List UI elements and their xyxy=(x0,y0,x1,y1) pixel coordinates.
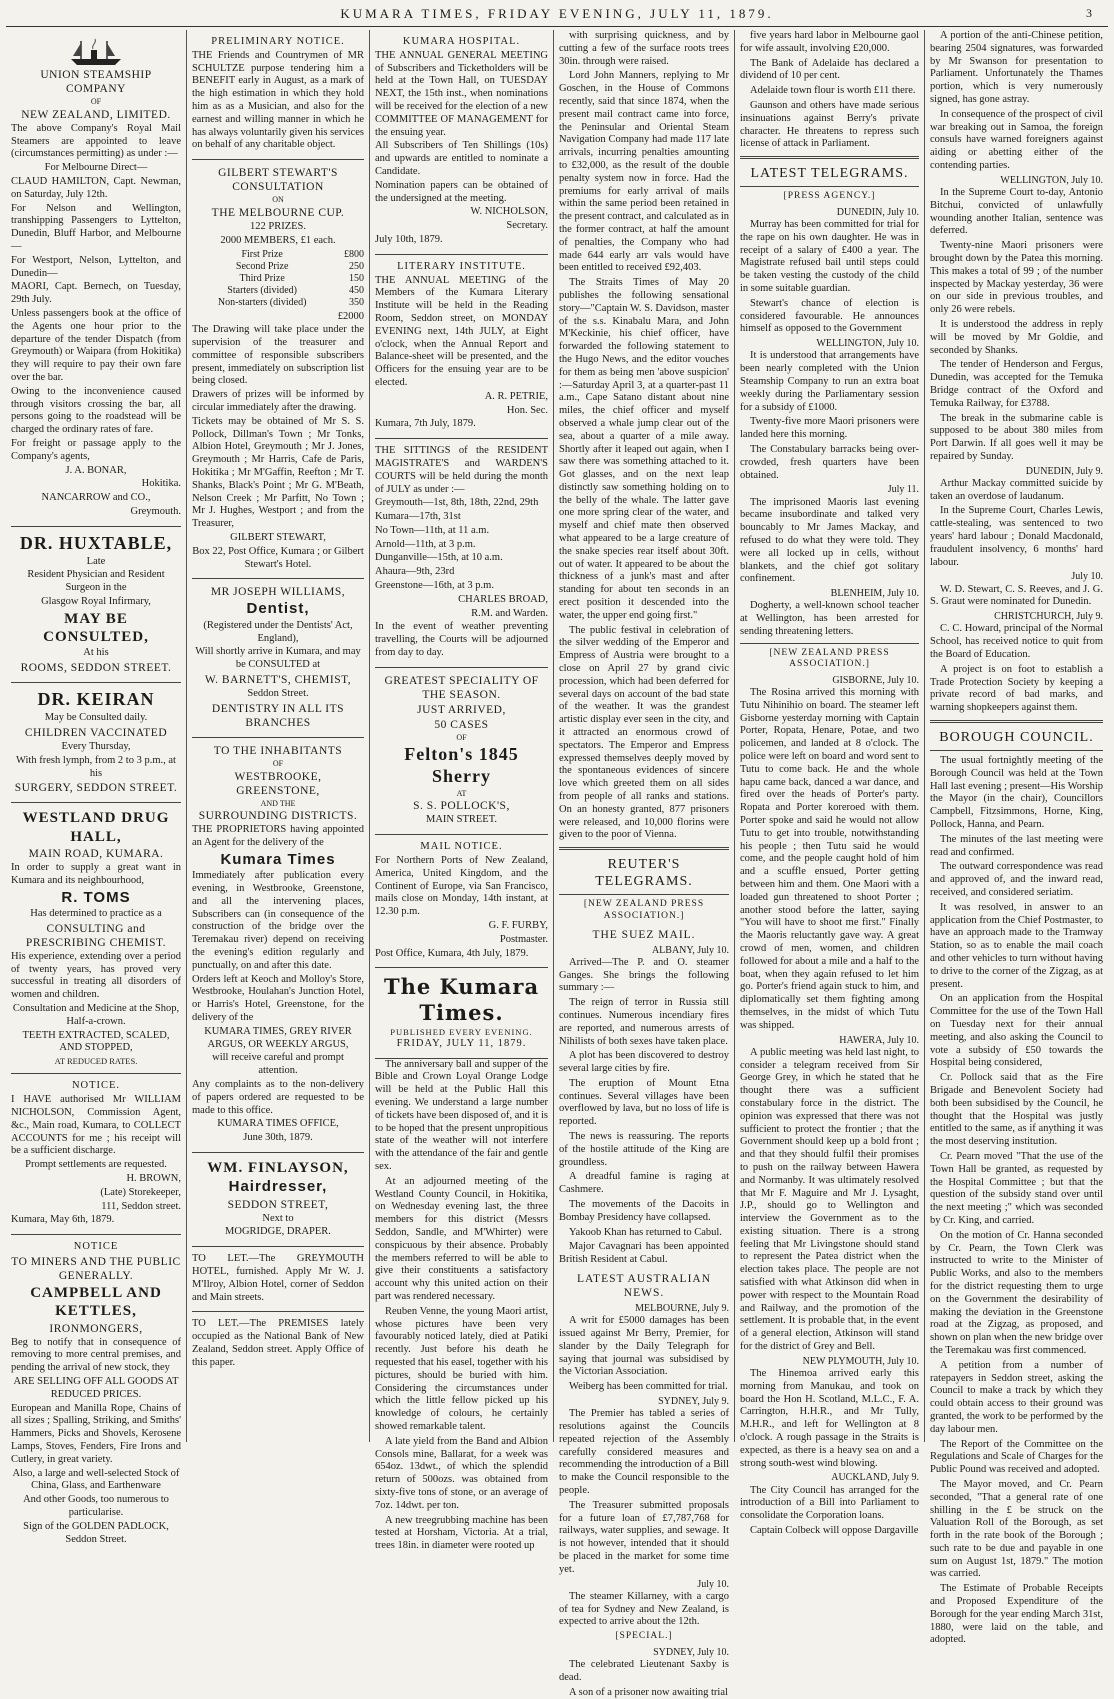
article-paragraph: Captain Colbeck will oppose Dargaville xyxy=(750,1525,919,1536)
ad-text: The above Company's Royal Mail Steamers are appointed to leave (circumstances permitting) as under :— xyxy=(11,122,181,160)
dateline: SYDNEY, July 10. xyxy=(653,1646,729,1658)
ad-text: ARE SELLING OFF ALL GOODS AT REDUCED PRICES. xyxy=(13,1376,179,1400)
prize-label: Starters (divided) xyxy=(227,285,297,297)
prize-label: Third Prize xyxy=(239,272,285,284)
suez-mail-article xyxy=(559,945,729,1268)
article-paragraph: Lord John Manners, replying to Mr Goschen, in the House of Commons recently, said that since 1874, when the present mail contract came into force, the Peninsular and Oriental Steam Navigation Company had made 117 late arrivals, incurring penalties amounting to £32,000, as the result of the double penalty system now in force. Had the premiums for early arrival of mails within the same period been retained in the present contract, and calculated as in the former contract, at half the amount of penalties, the Company who had made 644 early arr vals would have been entitled to received £92,403. xyxy=(559,70,729,274)
ad-title: MR JOSEPH WILLIAMS, xyxy=(210,586,346,599)
article-paragraph: The Bank of Adelaide has declared a dividend of 10 per cent. xyxy=(740,57,919,82)
ad-title: LITERARY INSTITUTE. xyxy=(397,260,526,272)
article-paragraph: The Premier has tabled a series of resolutions against the Councils repeated rejection of the Assembly carefully considered measures and recommending the introduction of a Bill to make the Council responsible to the people. xyxy=(559,1408,729,1497)
article-paragraph: Arrived—The P. and O. steamer Ganges. She brings the following summary :— xyxy=(559,956,729,994)
prize-amount: 450 xyxy=(349,285,364,297)
ad-text: June 30th, 1879. xyxy=(243,1132,313,1144)
ad-text: Next to xyxy=(262,1212,294,1224)
ad-text: TO MINERS AND THE PUBLIC GENERALLY. xyxy=(11,1256,181,1283)
ad-text: CONSULTING and PRESCRIBING CHEMIST. xyxy=(25,922,167,949)
dateline: WELLINGTON, July 10. xyxy=(1000,174,1103,186)
telegrams-continued xyxy=(930,30,1103,715)
ad-text: PUBLISHED EVERY EVENING. xyxy=(390,1026,533,1037)
hospital-notice xyxy=(375,30,548,255)
ad-text: Hon. Sec. xyxy=(506,404,548,416)
article-paragraph: The minutes of the last meeting were read and confirmed. xyxy=(930,833,1103,858)
ad-text: JUST ARRIVED, xyxy=(417,703,506,716)
section-divider xyxy=(930,720,1103,723)
article-paragraph: The celebrated Lieutenant Saxby is dead. xyxy=(559,1658,729,1683)
ad-text: Greymouth—1st, 8th, 18th, 22nd, 29th xyxy=(375,497,539,509)
ad-text: W. NICHOLSON, xyxy=(470,206,548,218)
prize-amount: 350 xyxy=(349,297,364,309)
ad-text: European and Manilla Rope, Chains of all sizes ; Spalling, Striking, and Smiths' Hammers, Picks and Shovels, Kerosene Lamps, Stoves, Fenders, Fire Irons and Cutlery, in great variety. xyxy=(11,1402,181,1465)
article-paragraph: Dogherty, a well-known school teacher at Wellington, has been arrested for sending threatening letters. xyxy=(740,600,919,637)
ad-text: Kumara—17th, 31st xyxy=(375,511,461,523)
dateline: July 10. xyxy=(1071,571,1103,583)
dateline: WELLINGTON, July 10. xyxy=(816,338,919,350)
ad-text: Hairdresser, xyxy=(228,1178,328,1196)
ad-title: NOTICE xyxy=(73,1241,119,1253)
ad-text: (Registered under the Dentists' Act, England), xyxy=(203,619,353,644)
ad-text: Postmaster. xyxy=(499,933,548,945)
ad-text: MAORI, Capt. Bernech, on Tuesday, 29th July. xyxy=(11,281,181,306)
section-divider xyxy=(559,894,729,895)
article-paragraph: The imprisoned Maoris last evening became insubordinate and talked very bouncably to Mr James Mackay, and refused to do what they were told. They were all locked up in cells, without blankets, and the chief got solitary confinement. xyxy=(740,496,919,585)
article-paragraph: A petition from a number of ratepayers in Seddon street, asking the Council to make a track by which they could obtain access to their ground was granted, the work to be performed by the day labour men. xyxy=(930,1359,1103,1435)
australian-news-article xyxy=(559,1303,729,1699)
mail-notice xyxy=(375,835,548,968)
ad-text: Secretary. xyxy=(506,220,548,232)
prize-label: Second Prize xyxy=(235,260,289,272)
ad-text: AT xyxy=(456,788,467,798)
ad-text: No Town—11th, at 11 a.m. xyxy=(375,524,490,536)
dateline: ALBANY, July 10. xyxy=(651,944,729,956)
dateline: DUNEDIN, July 10. xyxy=(836,206,919,218)
ad-text: TO LET.—The GREYMOUTH HOTEL, furnished. Apply Mr W. J. M'Ilroy, Albion Hotel, corner of Seddon and Main streets. xyxy=(192,1253,364,1303)
ad-text: Dunganville—15th, at 10 a.m. xyxy=(375,552,503,564)
ad-text: SEDDON STREET, xyxy=(227,1198,329,1211)
ad-text: In the event of weather preventing travelling, the Courts will be adjourned from day to day. xyxy=(375,621,548,659)
paper-masthead xyxy=(375,968,548,1058)
to-let-ad xyxy=(192,1247,364,1312)
ad-text: will receive careful and prompt attention. xyxy=(212,1052,344,1077)
ad-text: AND THE xyxy=(260,798,296,808)
article-paragraph: The tender of Henderson and Fergus, Dunedin, was accepted for the Temuka Bridge contract of the Oxford and Temuka Railway, for £3788. xyxy=(930,359,1103,409)
ad-text: Late xyxy=(86,555,106,567)
article-paragraph: W. D. Stewart, C. S. Reeves, and J. G. S. Graut were nominated for Dunedin. xyxy=(930,583,1103,608)
ad-text: Orders left at Keoch and Molloy's Store, Westbrooke, Houlahan's Junction Hotel, or Harris's Hotel, Greenstone, for the delivery of the xyxy=(192,973,364,1023)
article-paragraph: Reuben Venne, the young Maori artist, whose pictures have been very favourably noticed lately, died at Patiki recently. Just before his death he requested that his easel, together with his pictures, should be buried with him. Considering the circumstances under which the little fellow picked up his knowledge of colours, he certainly showed remarkable talent. xyxy=(375,1305,548,1432)
ad-text: AT REDUCED RATES. xyxy=(54,1056,138,1067)
ad-text: Hokitika. xyxy=(141,478,181,490)
huxtable-ad xyxy=(11,527,181,684)
article-paragraph: Murray has been committed for trial for the rape on his own daughter. He was in receipt of a salary of £400 a year. The Magistrate refused bail until steps could be taken vesting the custody of the child in some suitable guardian. xyxy=(740,219,919,294)
ad-text: THE ANNUAL GENERAL MEETING of Subscribers and Ticketholders will be held at the Town Hall, on TUESDAY NEXT, the 15th inst., when nominations will be received for the election of a new COMMITTEE OF MANAGEMENT for the ensuing year. xyxy=(375,49,548,138)
ad-text: Every Thursday, xyxy=(61,741,131,753)
ad-text: Drawers of prizes will be informed by circular immediately after the drawing. xyxy=(192,389,364,414)
ad-text: Post Office, Kumara, 4th July, 1879. xyxy=(375,947,529,959)
ad-text: Will shortly arrive in Kumara, and may be CONSULTED at xyxy=(195,646,361,671)
ad-text: 111, Seddon street. xyxy=(101,1200,181,1212)
section-heading: REUTER'S TELEGRAMS. xyxy=(595,857,693,890)
ad-text: Seddon Street. xyxy=(247,687,309,699)
dateline: HAWERA, July 10. xyxy=(839,1034,919,1046)
section-heading: BOROUGH COUNCIL. xyxy=(939,730,1094,745)
article-paragraph: The Straits Times of May 20 publishes the following sensational story—"Captain W. S. Davidson, master of the s.s. Kinabalu Mara, and John M'Keckinie, his chief officer, have forwarded the following statement to the Hugo News, and the editor vouches for them as being men 'above suspicion' :—Saturday April 3, at a quarter-past 11 a.m., Cape Satano distant about nine miles, the chief officer and myself observed a whale jump clear out of the sea, about a quarter of a mile away. Shortly after it leaped out again, when I saw there was something attached to it. Got glasses, and on the next leap distinctly saw something holding on to the belly of the whale. The latter gave one more spring clear of the water, and myself and chief mate then observed what appeared to be a large creature of the snake species rear itself about 30ft. out of water. It appeared to be about the thickness of a junk's mast and after standing for about ten seconds in an erect position it descended into the water, the upper end going first." xyxy=(559,277,729,621)
ad-text: Glasgow Royal Infirmary, xyxy=(41,596,151,608)
ad-text: KUMARA TIMES OFFICE, xyxy=(217,1118,339,1130)
ad-text: 122 PRIZES. xyxy=(249,220,306,232)
ad-text: All Subscribers of Ten Shillings (10s) and upwards are entitled to nominate a Candidate. xyxy=(375,140,548,177)
ad-text: SURROUNDING DISTRICTS. xyxy=(198,810,358,823)
ad-text: KUMARA TIMES, GREY RIVER ARGUS, OR WEEKLY ARGUS, xyxy=(204,1025,352,1050)
article-paragraph: The Rosina arrived this morning with Tutu Nihinihio on board. The steamer left Gisborne yesterday morning with Captain Porter, Ropata, Henare, Potae, and two policemen, and landed at 8 o'clock. The police were left on board and word sent to Tutu to come back. He and the whole hapu came back, danced a war dance, and fired over the heads of Porter's party. Ropata and Porter koreroed with them. Porter spoke and said he would not allow Tutu to get into trouble, notwithstanding his people ; then Tutu said he would come, and the people caught hold of him and a scuffle ensued, Porter getting between him and them. One Maori with a loaded gun threatened to shoot Porter ; another stood before the latter, saying "You will have to shoot me first." Finally the Maoris reluctantly gave way. A great crowd of men, women, and children followed for about a mile and a half to the boat, when they again refused to let him go. Porter's friend again stuck to him, and diplomatically set them fighting among themselves, in the midst of which Tutu was shipped. xyxy=(740,687,919,1031)
ad-text: TEETH EXTRACTED, SCALED, AND STOPPED, xyxy=(22,1029,170,1054)
dateline: MELBOURNE, July 9. xyxy=(635,1303,729,1315)
article-paragraph: The anniversary ball and supper of the Bible and Crown Loyal Orange Lodge will be held at the Public Hall this evening. We understand a large number of tickets have been disposed of, and it is to be hoped that the present unpropitious state of the weather will not interfere with the attendance of the fair and gentle sex. xyxy=(375,1058,548,1173)
ad-text: R.M. and Warden. xyxy=(471,607,548,619)
ad-text: S. S. POLLOCK'S, xyxy=(413,800,510,813)
ad-text: 50 CASES xyxy=(434,718,489,731)
article-paragraph: In consequence of the prospect of civil war breaking out in Samoa, the foreign consuls have warned foreigners against aiding or abetting either of the contending parties. xyxy=(930,108,1103,171)
section-heading: THE SUEZ MAIL. xyxy=(592,928,696,941)
paper-title: The Kumara Times. xyxy=(383,974,540,1025)
ad-text: For Northern Ports of New Zealand, America, United Kingdom, and the Continent of Europe, via San Francisco, mails close on Monday, 14th instant, at 12.30 p.m. xyxy=(375,854,548,918)
ad-text: CLAUD HAMILTON, Capt. Newman, on Saturday, July 12th. xyxy=(11,175,181,200)
masthead: KUMARA TIMES, FRIDAY EVENING, JULY 11, 1879. xyxy=(340,6,774,21)
article-paragraph: The Treasurer submitted proposals for a future loan of £7,787,768 for railways, water supplies, and sewage. It is not however, intended that it should be placed in the market for some time yet. xyxy=(559,1499,729,1575)
article-paragraph: The Mayor moved, and Cr. Pearn seconded, "That a general rate of one shilling in the £ be struck on the Valuation Roll of the Borough, as set forth in the rate book of the Borough ; such rate to be due and payable in one sum on August 1st, 1879." The motion was carried. xyxy=(930,1478,1103,1580)
ad-text: Dentist, xyxy=(246,600,310,618)
ad-text: 2000 MEMBERS, £1 each. xyxy=(220,234,336,246)
ad-text: Consultation and Medicine at the Shop, Half-a-crown. xyxy=(12,1002,180,1027)
ad-text: G. F. FURBY, xyxy=(488,919,548,931)
ad-text: And other Goods, too numerous to particularise. xyxy=(23,1494,169,1519)
dateline: NEW PLYMOUTH, July 10. xyxy=(802,1355,919,1367)
ad-text: For Melbourne Direct— xyxy=(44,162,148,174)
ad-text: Ahaura—9th, 23rd xyxy=(375,566,455,578)
dateline: GISBORNE, July 10. xyxy=(832,674,919,686)
ad-text: ROOMS, SEDDON STREET. xyxy=(20,662,172,675)
section-subheading: [PRESS AGENCY.] xyxy=(783,191,876,202)
ad-title: GILBERT STEWART'S CONSULTATION xyxy=(218,167,338,194)
ad-text: Any complaints as to the non-delivery of papers ordered are requested to be made to this office. xyxy=(192,1078,364,1116)
article-paragraph: A late yield from the Band and Albion Consols mine, Ballarat, for a week was 654oz. 13dwt., of which the splendid return of 500ozs. was obtained from sixty-five tons of stone, or an average of 7oz. 14dwt. per ton. xyxy=(375,1435,548,1511)
ad-text: Immediately after publication every evening, in Westbrooke, Greenstone, and all the intervening places, Subscribers can (in consequence of the construction of the bridge over the Teremakau river) depend on receiving the evening's edition regularly and punctually, on and after this date. xyxy=(192,870,364,971)
ad-text: A. R. PETRIE, xyxy=(484,390,548,402)
dateline: DUNEDIN, July 9. xyxy=(1025,465,1103,477)
article-paragraph: The outward correspondence was read and approved of, and the inward read, received, and considered seriatim. xyxy=(930,861,1103,899)
ad-text: THE Friends and Countrymen of MR SCHULTZE purpose tendering him a BENEFIT early in August, as a mark of the high estimation in which they hold him as as a Musician, and also for the earnest and willing manner in which he has always voluntarily given his services on behalf of any charitable object. xyxy=(192,49,364,151)
ad-text: IRONMONGERS, xyxy=(49,1322,143,1335)
prize-row xyxy=(192,261,364,273)
ad-text: OF xyxy=(272,758,284,768)
column-6 xyxy=(925,30,1108,1646)
section-subheading: [NEW ZEALAND PRESS ASSOCIATION.] xyxy=(769,647,890,670)
article-paragraph: The movements of the Dacoits in Bombay Presidency have collapsed. xyxy=(559,1199,729,1223)
ad-text: For Westport, Nelson, Lyttelton, and Dunedin— xyxy=(11,254,181,279)
news-continued xyxy=(740,30,919,151)
ad-text: July 10th, 1879. xyxy=(375,233,443,245)
editorial-column xyxy=(375,1059,548,1553)
column-2 xyxy=(187,30,370,1442)
article-paragraph: A writ for £5000 damages has been issued against Mr Berry, Premier, for slander by the Daily Telegraph for saying that journal was subsidised by the Victorian Association. xyxy=(559,1315,729,1378)
article-paragraph: On an application from the Hospital Committee for the use of the Town Hall on Tuesday next for their annual meeting, and also asking the Council to vote a subsidy of £50 towards the Hospital being considered, xyxy=(930,993,1103,1069)
article-paragraph: The reign of terror in Russia still continues. Numerous incendiary fires are reported, and numerous arrests of Nihilists of both sexes have taken place. xyxy=(559,997,729,1047)
dateline: July 11. xyxy=(887,484,919,496)
page-number: 3 xyxy=(1086,6,1092,20)
joseph-williams-ad xyxy=(192,579,364,737)
article-paragraph: It is understood the address in reply will be moved by Mr Goldie, and seconded by Shanks. xyxy=(930,318,1103,356)
dateline: SYDNEY, July 9. xyxy=(658,1396,729,1408)
prize-total: £2000 xyxy=(337,310,364,322)
article-paragraph: A plot has been discovered to destroy several large cities by fire. xyxy=(559,1050,729,1075)
article-paragraph: The public festival in celebration of the silver wedding of the Emperor and Empress of Austria were brought to a close on April 27 by grand civic procession, which had been deferred for several days on account of the bad state of the weather. It was the grandest artistic display ever seen in the city, and it attracted an enormous crowd of spectators. The Emperor and Empress expressed themselves deeply moved by the spontaneous evidences of sincere love which greeted them on all sides from people of all ranks and stations. On an honesty granted, 877 prisoners were released, and 10,000 florins were given to the poor of Vienna. xyxy=(559,624,729,841)
article-paragraph: Cr. Pearn moved "That the use of the Town Hall be granted, as requested by the Hospital Committee ; but that the question of the subsidy stand over until the next meeting ;" which was seconded by Cr. King, and carried. xyxy=(930,1150,1103,1226)
article-paragraph: The break in the submarine cable is supposed to be about 380 miles from Port Darwin. If all goes well it may be repaired by Sunday. xyxy=(930,412,1103,462)
ad-text: Box 22, Post Office, Kumara ; or Gilbert Stewart's Hotel. xyxy=(192,545,364,570)
article-paragraph: A son of a prisoner now awaiting trial xyxy=(569,1686,728,1698)
ad-text: WESTBROOKE, GREENSTONE, xyxy=(234,770,322,797)
ad-text: For Nelson and Wellington, transhipping Passengers to Lyttelton, Dunedin, Bluff Harbor, and Melbourne— xyxy=(11,202,181,252)
prize-row xyxy=(192,297,364,309)
column-5 xyxy=(735,30,925,1536)
article-paragraph: Yakoob Khan has returned to Cabul. xyxy=(569,1226,722,1238)
column-4 xyxy=(554,30,735,1698)
article-paragraph: The Hinemoa arrived early this morning from Manukau, and took on board the Hon H. Scotland, M.L.C., F. A. Carrington, H.H.R., and Mr Tully, M.H.R., and left for Wellington at 8 o'clock. A rough passage in the Straits is expected, as there is a heavy sea on and a strong south-west wind blowing. xyxy=(740,1368,919,1469)
dateline: CHRISTCHURCH, July 9. xyxy=(994,611,1103,623)
dateline: AUCKLAND, July 9. xyxy=(831,1472,919,1484)
section-divider xyxy=(930,750,1103,751)
ad-text: The Drawing will take place under the supervision of the treasurer and committee of responsible subscribers present, immediately on subscription list being closed. xyxy=(192,324,364,387)
ad-text: MAIN ROAD, KUMARA. xyxy=(28,848,164,861)
ad-subtitle: NEW ZEALAND, LIMITED. xyxy=(21,108,171,121)
ad-text: His experience, extending over a period of twenty years, has proved very successful in treating all disorders of women and children. xyxy=(11,950,181,1001)
article-paragraph: It is understood that arrangements have been nearly completed with the Union Steamship Company to run an extra boat weekly during the Parliamentary session for a subsidy of £1000. xyxy=(740,350,919,413)
prize-amount: 250 xyxy=(349,260,364,272)
ad-title: MAIL NOTICE. xyxy=(420,841,503,853)
article-paragraph: The Report of the Committee on the Regulations and Scale of Charges for the Public Pound was received and adopted. xyxy=(930,1438,1103,1476)
gilbert-stewart-ad xyxy=(192,160,364,579)
ad-text: MAIN STREET. xyxy=(426,814,497,826)
dateline: BLENHEIM, July 10. xyxy=(830,588,919,600)
article-paragraph: A dreadful famine is raging at Cashmere. xyxy=(559,1171,729,1196)
ad-text: R. TOMS xyxy=(61,888,131,906)
ad-text: THE MELBOURNE CUP. xyxy=(211,206,345,219)
article-paragraph: A project is on foot to establish a Trade Protection Society by keeping a private record of bad marks, and warning shopkeepers against them. xyxy=(930,663,1103,714)
prize-table xyxy=(192,249,364,310)
article-paragraph: At an adjourned meeting of the Westland County Council, in Hokitika, on Wednesday evening last, the three members for this district (Messrs Seddon, Sandle, and M'Whirter) were conspicuous by their absence. Probably the members referred to will be able to give their constituents a satisfactory account why this united action on their part was rendered necessary. xyxy=(375,1175,548,1303)
brown-notice xyxy=(11,1074,181,1235)
ad-text: GILBERT STEWART, xyxy=(230,532,326,544)
ad-text: Prompt settlements are requested. xyxy=(25,1159,167,1171)
ad-text: THE PROPRIETORS having appointed an Agent for the delivery of the xyxy=(192,824,364,849)
top-rule xyxy=(6,26,1108,27)
preliminary-notice xyxy=(192,30,364,160)
article-paragraph: A new treegrubbing machine has been tested at Horsham, Victoria. At a trial, trees 18in. in diameter were rooted up xyxy=(375,1514,548,1552)
article-paragraph: Twenty-five more Maori prisoners were landed here this morning. xyxy=(740,416,919,441)
article-paragraph: Arthur Mackay committed suicide by taken an overdose of laudanum. xyxy=(930,477,1103,502)
court-sittings-notice xyxy=(375,439,548,668)
ad-text: DENTISTRY IN ALL ITS BRANCHES xyxy=(211,702,345,729)
literary-institute-notice xyxy=(375,255,548,439)
article-paragraph: The Estimate of Probable Receipts and Proposed Expenditure of the Borough for the year ending March 31st, 1880, were laid on the table, and adopted. xyxy=(930,1583,1103,1646)
ad-text: OF xyxy=(90,97,102,107)
ad-text: THE SITTINGS of the RESIDENT MAGISTRATE'S and WARDEN'S COURTS will be held during the month of JULY as under :— xyxy=(375,445,548,495)
ad-text: (Late) Storekeeper, xyxy=(100,1186,181,1198)
section-divider xyxy=(559,847,729,850)
ad-text: W. BARNETT'S, CHEMIST, xyxy=(204,673,352,686)
campbell-kettles-ad xyxy=(11,1235,181,1553)
article-paragraph: In the Supreme Court to-day, Antonio Bitchui, convicted of unlawfully wounding another Italian, sentence was deferred. xyxy=(930,186,1103,237)
section-divider xyxy=(740,643,919,644)
ad-text: H. BROWN, xyxy=(126,1173,181,1185)
section-subheading: [SPECIAL.] xyxy=(615,1631,673,1642)
prize-label: First Prize xyxy=(241,248,283,260)
ad-text: In order to supply a great want in Kumara and its neighbourhood, xyxy=(11,862,181,886)
article-paragraph: Stewart's chance of election is considered favourable. He announces himself as opposed to the Government xyxy=(740,297,919,335)
ad-text: Owing to the inconvenience caused through visitors crossing the bar, all persons going to the roadstead will be charged the ordinary rates of fare. xyxy=(11,385,181,436)
prize-row xyxy=(192,285,364,297)
keiran-ad xyxy=(11,683,181,803)
ad-text: Beg to notify that in consequence of removing to more central premises, and pending the arrival of new stock, they xyxy=(11,1336,181,1374)
inhabitants-ad xyxy=(192,738,364,1153)
ad-title: TO THE INHABITANTS xyxy=(213,744,343,757)
article-paragraph: It was resolved, in answer to an application from the Chief Postmaster, to have an approach made to the Tramway Station, so as to enable the mail coach and other vehicles to turn without having to drive to the corner of the Zigzag, as at present. xyxy=(930,901,1103,990)
ad-title: PRELIMINARY NOTICE. xyxy=(211,36,345,47)
ad-title: NOTICE. xyxy=(71,1080,121,1092)
news-continued xyxy=(559,30,729,842)
ad-text: Felton's 1845 Sherry xyxy=(404,743,519,786)
article-paragraph: On the motion of Cr. Hanna seconded by Cr. Pearn, the Town Clerk was instructed to write to the Minister of Public Works, and also to the members for the district requesting them to urge on the Government the desirability of making the deviation in the Greenstone road at the Zigzag, as proposed, and shown on plan when the new bridge over the Teremakau was first commenced. xyxy=(930,1229,1103,1356)
prize-label: Non-starters (divided) xyxy=(217,297,307,309)
ad-text: Greenstone—16th, at 3 p.m. xyxy=(375,580,494,592)
ad-title: DR. KEIRAN xyxy=(37,689,155,710)
article-paragraph: five years hard labor in Melbourne gaol for wife assault, involving £20,000. xyxy=(740,30,919,54)
ad-text: Nomination papers can be obtained of the undersigned at the meeting. xyxy=(375,179,548,204)
section-divider xyxy=(740,156,919,159)
section-divider xyxy=(740,186,919,187)
article-paragraph: In the Supreme Court, Charles Lewis, cattle-stealing, was sentenced to two years' hard labour ; Donald Macdonald, fraudulent insolvency, 6 months' hard labour. xyxy=(930,505,1103,568)
to-let-ad xyxy=(192,1312,364,1376)
ad-text: Kumara Times xyxy=(220,850,336,868)
article-paragraph: The City Council has arranged for the introduction of a Bill into Parliament to consolidate the Corporation loans. xyxy=(740,1484,919,1522)
ad-title: KUMARA HOSPITAL. xyxy=(402,36,521,47)
ad-text: Tickets may be obtained of Mr S. S. Pollock, Dillman's Town ; Mr Tonks, Albion Hotel, Greymouth ; Mr J. Jones, Greymouth ; Mr Harris, Cafe de Paris, Hokitika ; Mr M'Gaffin, Reefton ; Mr T. Shanks, Black's Point ; Mr G. M'Beath, Nelson Creek ; Mr Parfitt, No Town ; Mr J. Hughes, Westport ; and from the Treasurer, xyxy=(192,415,364,530)
ad-text: Resident Physician and Resident Surgeon in the xyxy=(27,569,165,594)
ad-text: OF xyxy=(456,732,467,742)
borough-council-article xyxy=(930,755,1103,1647)
article-paragraph: The news is reassuring. The reports of the hostile attitude of the King are groundless. xyxy=(559,1131,729,1168)
article-paragraph: The steamer Killarney, with a cargo of tea for Sydney and New Zealand, is expected to arrive about the 12th. xyxy=(559,1590,729,1628)
ad-text: CHILDREN VACCINATED xyxy=(24,727,168,739)
article-paragraph: Adelaide town flour is worth £11 there. xyxy=(750,85,916,97)
prize-row xyxy=(192,273,364,285)
ad-text: NANCARROW and CO., xyxy=(41,492,151,504)
union-steamship-ad xyxy=(11,30,181,527)
steamship-icon xyxy=(67,37,125,67)
article-paragraph: Major Cavagnari has been appointed British Resident at Cabul. xyxy=(559,1241,729,1266)
article-paragraph: Weiberg has been committed for trial. xyxy=(569,1381,728,1393)
dateline: July 10. xyxy=(697,1578,729,1590)
ad-text: At his xyxy=(83,647,109,659)
article-paragraph: C. C. Howard, principal of the Normal School, has received notice to quit from the Board of Education. xyxy=(930,623,1103,661)
ad-text: For freight or passage apply to the Company's agents, xyxy=(11,437,181,462)
ad-text: I HAVE authorised Mr WILLIAM NICHOLSON, Commission Agent, &c., Main road, Kumara, to COLLECT ACCOUNTS for me ; his receipt will be a sufficient discharge. xyxy=(11,1094,181,1157)
ad-text: Also, a large and well-selected Stock of China, Glass, and Earthenware xyxy=(12,1467,180,1492)
article-paragraph: The usual fortnightly meeting of the Borough Council was held at the Town Hall last evening ; present—His Worship the Mayor (in the chair), Councillors Campbell, Fitzsimmons, Horne, King, Pollock, Hanna, and Pearn. xyxy=(930,755,1103,831)
article-paragraph: The eruption of Mount Etna continues. Several villages have been overflowed by lava, but no loss of life is reported. xyxy=(559,1077,729,1128)
ad-text: Kumara, 7th July, 1879. xyxy=(375,418,476,430)
prize-row xyxy=(192,249,364,261)
ad-title: WESTLAND DRUG HALL, xyxy=(22,810,170,845)
ad-title: DR. HUXTABLE, xyxy=(19,532,173,553)
section-heading: LATEST AUSTRALIAN NEWS. xyxy=(576,1273,712,1300)
ad-title: GREATEST SPECIALITY OF THE SEASON. xyxy=(384,674,539,701)
ad-text: Arnold—11th, at 3 p.m. xyxy=(375,538,476,550)
column-1 xyxy=(6,30,187,1545)
ad-text: Sign of the GOLDEN PADLOCK, Seddon Street. xyxy=(23,1520,169,1545)
latest-telegrams-article xyxy=(740,207,919,639)
ad-title: UNION STEAMSHIP COMPANY xyxy=(40,69,152,96)
finlayson-ad xyxy=(192,1153,364,1247)
column-3 xyxy=(370,30,554,1552)
prize-amount: £800 xyxy=(344,248,364,260)
ad-text: MAY BE CONSULTED, xyxy=(43,610,149,646)
ad-title: CAMPBELL AND KETTLES, xyxy=(30,1285,162,1320)
article-paragraph: A public meeting was held last night, to consider a telegram received from Sir George Grey, in which he stated that he thought there was a sufficient constabulary force in the district. The opinion was expressed that there was not sufficient to protect the frontier ; that the Government should keep up a bold front ; and that they should fulfil their promises to push on the railway between Hawera and Normanby. It was ultimately resolved that Mr F. Maguire and Mr J. Lysaght, J.P., should go to Wellington and interview the Government as to the existing situation. There is a strong feeling that Mr Livingstone should stand to represent the Patea district when the election takes place. The people are not satisfied with what Atkinson did when in power with respect to the Mountain Road and Railway, and the promotion of the settlement. It is probable that, in the event of a general election, Atkinson will stand for the district of Grey and Bell. xyxy=(740,1046,919,1353)
westland-drug-hall-ad xyxy=(11,803,181,1074)
section-subheading: [NEW ZEALAND PRESS ASSOCIATION.] xyxy=(583,899,705,921)
article-paragraph: with surprising quickness, and by cutting a few of the surface roots trees 30in. through were raised. xyxy=(559,30,729,67)
ad-text: Has determined to practice as a xyxy=(30,907,162,919)
ad-text: Greymouth. xyxy=(130,505,181,517)
ad-text: MOGRIDGE, DRAPER. xyxy=(225,1226,331,1238)
sherry-ad xyxy=(375,668,548,835)
ad-text: J. A. BONAR, xyxy=(65,464,127,476)
ad-title: WM. FINLAYSON, xyxy=(207,1159,349,1176)
ad-text: Kumara, May 6th, 1879. xyxy=(11,1214,115,1226)
article-paragraph: The Constabulary barracks being over-crowded, fresh quarters have been obtained. xyxy=(740,443,919,481)
prize-amount: 150 xyxy=(349,272,364,284)
ad-text: With fresh lymph, from 2 to 3 p.m., at his xyxy=(16,754,176,779)
ad-text: SURGERY, SEDDON STREET. xyxy=(14,782,178,795)
ad-text: May be Consulted daily. xyxy=(44,712,148,724)
paper-date: FRIDAY, JULY 11, 1879. xyxy=(396,1037,527,1049)
ad-text: ON xyxy=(272,195,284,205)
article-paragraph: A portion of the anti-Chinese petition, bearing 2504 signatures, was forwarded by Mr Swanson for presentation to Parliament. Unfortunately the Thames portion, which is very numerously signed, has gone astray. xyxy=(930,30,1103,105)
section-heading: LATEST TELEGRAMS. xyxy=(750,166,909,182)
ad-text: TO LET.—The PREMISES lately occupied as the National Bank of New Zealand, Seddon street. Apply Office of this paper. xyxy=(192,1318,364,1368)
ad-text: Unless passengers book at the office of the Agents one hour prior to the departure of the tender Dispatch (from Greymouth) or Waipara (from Hokitika) they will require to pay their own fare over the bar. xyxy=(11,307,181,383)
ad-text: CHARLES BROAD, xyxy=(458,593,548,605)
article-paragraph: Gaunson and others have made serious insinuations against Berry's private character. He threatens to repress such license of attack in Parliament. xyxy=(740,99,919,150)
newspaper-columns xyxy=(6,30,1108,1698)
article-paragraph: Twenty-nine Maori prisoners were brought down by the Patea this morning. This makes a total of 99 ; of the number inspected by Mackay yesterday, 36 were on our side in previous troubles, and only 26 were rebels. xyxy=(930,240,1103,316)
article-paragraph: Cr. Pollock said that as the Fire Brigade and Benevolent Society had both been subsidised by the Council, he thought that the Hospital was justly entitled to the same, as if anything it was the most deserving institution. xyxy=(930,1072,1103,1148)
ad-text: THE ANNUAL MEETING of the Members of the Kumara Literary Institute will be held in the Reading Room, Seddon street, on MONDAY EVENING next, 14th JULY, at Eight o'clock, when the Annual Report and Balance-sheet will be presented, and the Officers for the ensuing year are to be elected. xyxy=(375,274,548,388)
nz-press-article xyxy=(740,675,919,1538)
